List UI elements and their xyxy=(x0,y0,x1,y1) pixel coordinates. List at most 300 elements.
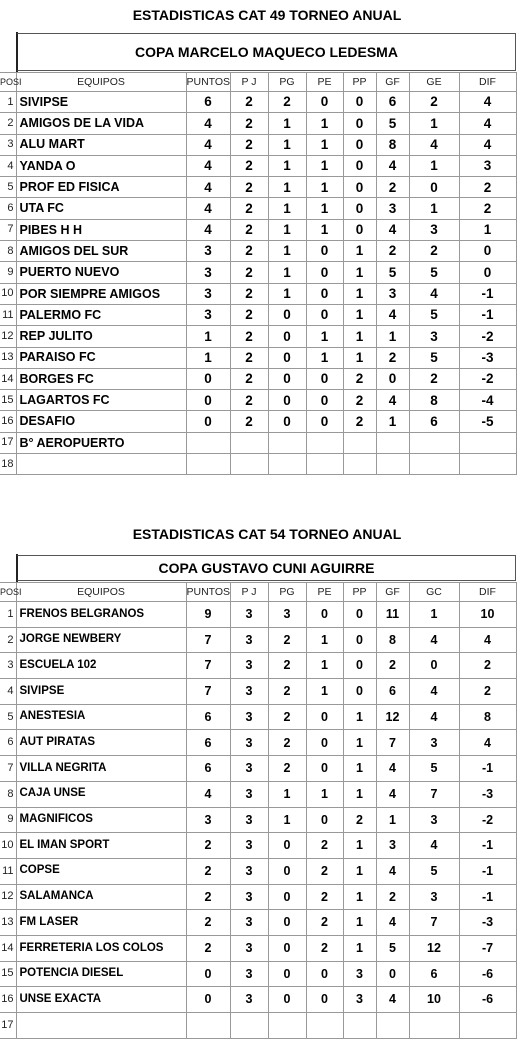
cell-pp: 0 xyxy=(343,134,376,155)
cell-pp xyxy=(343,432,376,453)
cell-dif: -1 xyxy=(459,756,516,782)
cell-pg: 1 xyxy=(268,177,306,198)
cell-gf: 2 xyxy=(376,884,409,910)
cell-dif: -3 xyxy=(459,910,516,936)
cell-gf: 12 xyxy=(376,704,409,730)
cell-pg: 2 xyxy=(268,704,306,730)
cell-team: AMIGOS DE LA VIDA xyxy=(16,113,186,134)
cell-pts: 2 xyxy=(186,910,230,936)
cell-pp: 3 xyxy=(343,987,376,1013)
header-row xyxy=(0,583,516,602)
cell-pts: 3 xyxy=(186,241,230,262)
cell-ga: 10 xyxy=(409,987,459,1013)
cell-pe: 0 xyxy=(306,704,343,730)
column-header-pe: PE xyxy=(306,73,343,92)
table-row xyxy=(0,411,516,432)
cell-pos: 14 xyxy=(0,368,16,389)
cell-pg: 2 xyxy=(268,653,306,679)
cell-pe: 0 xyxy=(306,987,343,1013)
cell-team: VILLA NEGRITA xyxy=(16,756,186,782)
cell-pp: 0 xyxy=(343,155,376,176)
cell-dif: -2 xyxy=(459,368,516,389)
cell-pts: 0 xyxy=(186,961,230,987)
column-header-gf: GF xyxy=(376,73,409,92)
cell-team xyxy=(16,454,186,475)
cell-pts: 0 xyxy=(186,390,230,411)
column-header-pe: PE xyxy=(306,583,343,602)
cell-team: SIVIPSE xyxy=(16,679,186,705)
cell-pts: 6 xyxy=(186,756,230,782)
column-header-pj: P J xyxy=(230,73,268,92)
column-header-pp: PP xyxy=(343,73,376,92)
cell-pj: 3 xyxy=(230,833,268,859)
table-row xyxy=(0,833,516,859)
cell-ga: 6 xyxy=(409,961,459,987)
table-row xyxy=(0,368,516,389)
cell-pts: 0 xyxy=(186,411,230,432)
cell-pts: 7 xyxy=(186,653,230,679)
cell-pos: 5 xyxy=(0,177,16,198)
table-subtitle: COPA GUSTAVO CUNI AGUIRRE xyxy=(16,555,516,581)
cell-gf: 8 xyxy=(376,627,409,653)
cell-pe: 2 xyxy=(306,935,343,961)
cell-pj: 2 xyxy=(230,390,268,411)
cell-gf: 0 xyxy=(376,961,409,987)
cell-ga: 1 xyxy=(409,155,459,176)
cell-gf xyxy=(376,454,409,475)
cell-pos: 10 xyxy=(0,833,16,859)
cell-dif: 4 xyxy=(459,134,516,155)
cell-pe: 0 xyxy=(306,304,343,325)
cell-pj: 3 xyxy=(230,935,268,961)
cell-dif: 2 xyxy=(459,198,516,219)
cell-pg: 0 xyxy=(268,390,306,411)
cell-team: ESCUELA 102 xyxy=(16,653,186,679)
cell-pts: 4 xyxy=(186,177,230,198)
cell-pj: 3 xyxy=(230,884,268,910)
cell-pts: 0 xyxy=(186,368,230,389)
table-row xyxy=(0,602,516,628)
cell-ga: 2 xyxy=(409,241,459,262)
cell-dif xyxy=(459,432,516,453)
cell-pe: 0 xyxy=(306,756,343,782)
cell-pg xyxy=(268,454,306,475)
cell-pj: 3 xyxy=(230,704,268,730)
cell-ga xyxy=(409,454,459,475)
cell-pg: 0 xyxy=(268,987,306,1013)
cell-pos: 12 xyxy=(0,884,16,910)
cell-pe: 0 xyxy=(306,602,343,628)
cell-pj: 2 xyxy=(230,219,268,240)
cell-ga: 1 xyxy=(409,113,459,134)
cell-gf: 5 xyxy=(376,262,409,283)
cell-ga: 1 xyxy=(409,198,459,219)
table-row xyxy=(0,432,516,453)
cell-pj: 3 xyxy=(230,910,268,936)
cell-team: LAGARTOS FC xyxy=(16,390,186,411)
cell-pj: 2 xyxy=(230,304,268,325)
cell-pp: 0 xyxy=(343,177,376,198)
cell-dif: 3 xyxy=(459,155,516,176)
cell-pts: 7 xyxy=(186,679,230,705)
cell-ga xyxy=(409,1013,459,1039)
column-header-gf: GF xyxy=(376,583,409,602)
cell-dif: -1 xyxy=(459,283,516,304)
column-header-dif: DIF xyxy=(459,73,516,92)
cell-pp: 0 xyxy=(343,198,376,219)
cell-dif: 4 xyxy=(459,627,516,653)
table-title: ESTADISTICAS CAT 54 TORNEO ANUAL xyxy=(132,526,402,542)
table-row xyxy=(0,807,516,833)
cell-pg: 2 xyxy=(268,730,306,756)
cell-team: B° AEROPUERTO xyxy=(16,432,186,453)
cell-pg: 1 xyxy=(268,155,306,176)
cell-team: BORGES FC xyxy=(16,368,186,389)
cell-pj: 2 xyxy=(230,411,268,432)
cell-pe: 2 xyxy=(306,858,343,884)
cell-pts: 4 xyxy=(186,219,230,240)
table-row xyxy=(0,390,516,411)
cell-gf: 2 xyxy=(376,241,409,262)
cell-pe: 1 xyxy=(306,198,343,219)
cell-dif: -1 xyxy=(459,884,516,910)
cell-dif: 4 xyxy=(459,730,516,756)
column-header-pp: PP xyxy=(343,583,376,602)
cell-pj: 2 xyxy=(230,92,268,113)
cell-pg: 1 xyxy=(268,134,306,155)
cell-dif xyxy=(459,1013,516,1039)
cell-ga: 3 xyxy=(409,730,459,756)
cell-pp: 1 xyxy=(343,935,376,961)
table-row xyxy=(0,884,516,910)
cell-gf: 4 xyxy=(376,910,409,936)
cell-pj: 2 xyxy=(230,368,268,389)
cell-team: JORGE NEWBERY xyxy=(16,627,186,653)
cell-gf: 4 xyxy=(376,155,409,176)
table-row xyxy=(0,92,516,113)
cell-pos: 11 xyxy=(0,858,16,884)
cell-pj: 3 xyxy=(230,756,268,782)
cell-pts: 2 xyxy=(186,935,230,961)
cell-ga: 2 xyxy=(409,368,459,389)
column-header-pg: PG xyxy=(268,583,306,602)
cell-pos: 9 xyxy=(0,807,16,833)
cell-pts xyxy=(186,1013,230,1039)
cell-ga xyxy=(409,432,459,453)
cell-pp: 2 xyxy=(343,411,376,432)
cell-pos: 13 xyxy=(0,910,16,936)
cell-team: ALU MART xyxy=(16,134,186,155)
cell-ga: 5 xyxy=(409,304,459,325)
cell-dif: -5 xyxy=(459,411,516,432)
cell-pos: 4 xyxy=(0,679,16,705)
table-row xyxy=(0,961,516,987)
cell-pe: 0 xyxy=(306,283,343,304)
cell-pos: 2 xyxy=(0,627,16,653)
cell-pos: 16 xyxy=(0,987,16,1013)
cell-pg: 0 xyxy=(268,304,306,325)
cell-team: PIBES H H xyxy=(16,219,186,240)
cell-pe: 2 xyxy=(306,910,343,936)
table-row xyxy=(0,781,516,807)
cell-pe: 0 xyxy=(306,411,343,432)
cell-team: SALAMANCA xyxy=(16,884,186,910)
cell-ga: 4 xyxy=(409,704,459,730)
cell-pg: 2 xyxy=(268,627,306,653)
cell-team: POR SIEMPRE AMIGOS xyxy=(16,283,186,304)
cell-ga: 1 xyxy=(409,602,459,628)
cell-gf: 6 xyxy=(376,92,409,113)
cell-dif: 10 xyxy=(459,602,516,628)
table-row xyxy=(0,756,516,782)
cell-pts: 9 xyxy=(186,602,230,628)
cell-pj: 2 xyxy=(230,155,268,176)
cell-dif: 2 xyxy=(459,679,516,705)
cell-pp: 0 xyxy=(343,653,376,679)
cell-pp: 0 xyxy=(343,679,376,705)
cell-dif: -1 xyxy=(459,304,516,325)
cell-team: PARAISO FC xyxy=(16,347,186,368)
cell-ga: 5 xyxy=(409,262,459,283)
cell-team: PROF ED FISICA xyxy=(16,177,186,198)
cell-pos: 2 xyxy=(0,113,16,134)
column-header-pg: PG xyxy=(268,73,306,92)
cell-pos: 3 xyxy=(0,134,16,155)
standings-table xyxy=(0,582,517,1039)
header-row xyxy=(0,73,516,92)
cell-dif: 0 xyxy=(459,241,516,262)
cell-pts: 1 xyxy=(186,326,230,347)
cell-gf: 5 xyxy=(376,113,409,134)
cell-dif: -3 xyxy=(459,347,516,368)
cell-pg: 1 xyxy=(268,262,306,283)
cell-pe: 0 xyxy=(306,730,343,756)
cell-pp: 0 xyxy=(343,113,376,134)
cell-pp: 2 xyxy=(343,390,376,411)
column-header-pts: PUNTOS xyxy=(186,73,230,92)
cell-pg xyxy=(268,1013,306,1039)
cell-pp: 1 xyxy=(343,756,376,782)
cell-ga: 12 xyxy=(409,935,459,961)
cell-team: FM LASER xyxy=(16,910,186,936)
cell-pp: 1 xyxy=(343,833,376,859)
cell-gf: 4 xyxy=(376,756,409,782)
cell-ga: 8 xyxy=(409,390,459,411)
cell-pos: 8 xyxy=(0,241,16,262)
cell-pts: 3 xyxy=(186,262,230,283)
cell-pos: 10 xyxy=(0,283,16,304)
cell-pe xyxy=(306,1013,343,1039)
cell-pj: 3 xyxy=(230,602,268,628)
cell-pos: 11 xyxy=(0,304,16,325)
cell-pp: 1 xyxy=(343,283,376,304)
cell-gf: 2 xyxy=(376,347,409,368)
cell-pg: 0 xyxy=(268,935,306,961)
cell-gf xyxy=(376,1013,409,1039)
cell-pe: 0 xyxy=(306,390,343,411)
cell-pts: 4 xyxy=(186,155,230,176)
cell-pj: 3 xyxy=(230,730,268,756)
cell-dif: -2 xyxy=(459,807,516,833)
cell-pj: 3 xyxy=(230,627,268,653)
column-header-pj: P J xyxy=(230,583,268,602)
column-header-ga: GE xyxy=(409,73,459,92)
table-row xyxy=(0,304,516,325)
cell-gf: 7 xyxy=(376,730,409,756)
cell-pg: 0 xyxy=(268,411,306,432)
cell-team: EL IMAN SPORT xyxy=(16,833,186,859)
table-row xyxy=(0,858,516,884)
cell-pp: 1 xyxy=(343,326,376,347)
cell-pg: 1 xyxy=(268,219,306,240)
cell-pos: 18 xyxy=(0,454,16,475)
cell-pos: 8 xyxy=(0,781,16,807)
cell-team: ANESTESIA xyxy=(16,704,186,730)
cell-pg: 0 xyxy=(268,347,306,368)
cell-pos: 4 xyxy=(0,155,16,176)
cell-gf: 2 xyxy=(376,653,409,679)
cell-pts xyxy=(186,432,230,453)
cell-pg: 0 xyxy=(268,858,306,884)
cell-team xyxy=(16,1013,186,1039)
cell-pts: 3 xyxy=(186,283,230,304)
cell-gf: 4 xyxy=(376,390,409,411)
cell-pj: 2 xyxy=(230,177,268,198)
cell-pe: 2 xyxy=(306,884,343,910)
cell-pp: 0 xyxy=(343,602,376,628)
cell-team: FERRETERIA LOS COLOS xyxy=(16,935,186,961)
table-row xyxy=(0,155,516,176)
table-row xyxy=(0,627,516,653)
cell-gf: 3 xyxy=(376,283,409,304)
cell-team: AUT PIRATAS xyxy=(16,730,186,756)
cell-team: UTA FC xyxy=(16,198,186,219)
cell-pp: 0 xyxy=(343,219,376,240)
cell-gf: 4 xyxy=(376,219,409,240)
table-row xyxy=(0,283,516,304)
cell-pp: 1 xyxy=(343,910,376,936)
table-title: ESTADISTICAS CAT 49 TORNEO ANUAL xyxy=(132,7,402,23)
cell-team: UNSE EXACTA xyxy=(16,987,186,1013)
cell-pg: 2 xyxy=(268,679,306,705)
cell-gf: 3 xyxy=(376,833,409,859)
column-header-pos: POSI xyxy=(0,73,16,92)
cell-pg xyxy=(268,432,306,453)
cell-pj: 2 xyxy=(230,326,268,347)
cell-ga: 5 xyxy=(409,347,459,368)
cell-gf: 4 xyxy=(376,781,409,807)
cell-ga: 4 xyxy=(409,627,459,653)
cell-team: DESAFIO xyxy=(16,411,186,432)
table-row xyxy=(0,730,516,756)
cell-ga: 3 xyxy=(409,884,459,910)
cell-pj: 2 xyxy=(230,262,268,283)
cell-pg: 1 xyxy=(268,198,306,219)
cell-gf xyxy=(376,432,409,453)
cell-pts: 7 xyxy=(186,627,230,653)
cell-pe: 0 xyxy=(306,807,343,833)
cell-gf: 4 xyxy=(376,987,409,1013)
column-header-team: EQUIPOS xyxy=(16,73,186,92)
cell-team: REP JULITO xyxy=(16,326,186,347)
cell-ga: 4 xyxy=(409,679,459,705)
cell-gf: 11 xyxy=(376,602,409,628)
cell-ga: 3 xyxy=(409,807,459,833)
cell-pe: 0 xyxy=(306,368,343,389)
cell-gf: 8 xyxy=(376,134,409,155)
column-header-dif: DIF xyxy=(459,583,516,602)
table-row xyxy=(0,134,516,155)
table-row xyxy=(0,910,516,936)
cell-pg: 0 xyxy=(268,884,306,910)
cell-gf: 1 xyxy=(376,411,409,432)
cell-team: AMIGOS DEL SUR xyxy=(16,241,186,262)
cell-pts: 1 xyxy=(186,347,230,368)
cell-pp xyxy=(343,454,376,475)
cell-team: CAJA UNSE xyxy=(16,781,186,807)
table-row xyxy=(0,113,516,134)
cell-pe: 0 xyxy=(306,262,343,283)
cell-pp: 1 xyxy=(343,347,376,368)
cell-team: YANDA O xyxy=(16,155,186,176)
cell-pg: 1 xyxy=(268,241,306,262)
cell-pts: 2 xyxy=(186,884,230,910)
table-row xyxy=(0,219,516,240)
cell-dif: 2 xyxy=(459,177,516,198)
table-row xyxy=(0,262,516,283)
table-row xyxy=(0,454,516,475)
column-header-pts: PUNTOS xyxy=(186,583,230,602)
cell-dif: 0 xyxy=(459,262,516,283)
column-header-team: EQUIPOS xyxy=(16,583,186,602)
cell-dif: 1 xyxy=(459,219,516,240)
cell-ga: 4 xyxy=(409,134,459,155)
cell-ga: 3 xyxy=(409,219,459,240)
cell-pp: 1 xyxy=(343,262,376,283)
cell-gf: 0 xyxy=(376,368,409,389)
cell-dif: -6 xyxy=(459,987,516,1013)
cell-pj xyxy=(230,1013,268,1039)
cell-pts: 6 xyxy=(186,92,230,113)
cell-dif: -1 xyxy=(459,858,516,884)
table-row xyxy=(0,177,516,198)
cell-pp: 3 xyxy=(343,961,376,987)
cell-pos: 17 xyxy=(0,1013,16,1039)
cell-pp: 2 xyxy=(343,807,376,833)
table-row xyxy=(0,326,516,347)
cell-pe: 1 xyxy=(306,653,343,679)
cell-pe: 1 xyxy=(306,134,343,155)
cell-ga: 5 xyxy=(409,858,459,884)
cell-pe: 1 xyxy=(306,219,343,240)
cell-pts: 6 xyxy=(186,730,230,756)
cell-pos: 12 xyxy=(0,326,16,347)
table-row xyxy=(0,241,516,262)
cell-pg: 2 xyxy=(268,92,306,113)
cell-pts: 4 xyxy=(186,113,230,134)
table-subtitle: COPA MARCELO MAQUECO LEDESMA xyxy=(16,33,516,71)
cell-ga: 7 xyxy=(409,781,459,807)
cell-pos: 13 xyxy=(0,347,16,368)
cell-pp: 2 xyxy=(343,368,376,389)
cell-pj xyxy=(230,432,268,453)
cell-gf: 3 xyxy=(376,198,409,219)
table-row xyxy=(0,653,516,679)
cell-team: PUERTO NUEVO xyxy=(16,262,186,283)
cell-gf: 5 xyxy=(376,935,409,961)
cell-dif: -2 xyxy=(459,326,516,347)
cell-pp: 1 xyxy=(343,730,376,756)
